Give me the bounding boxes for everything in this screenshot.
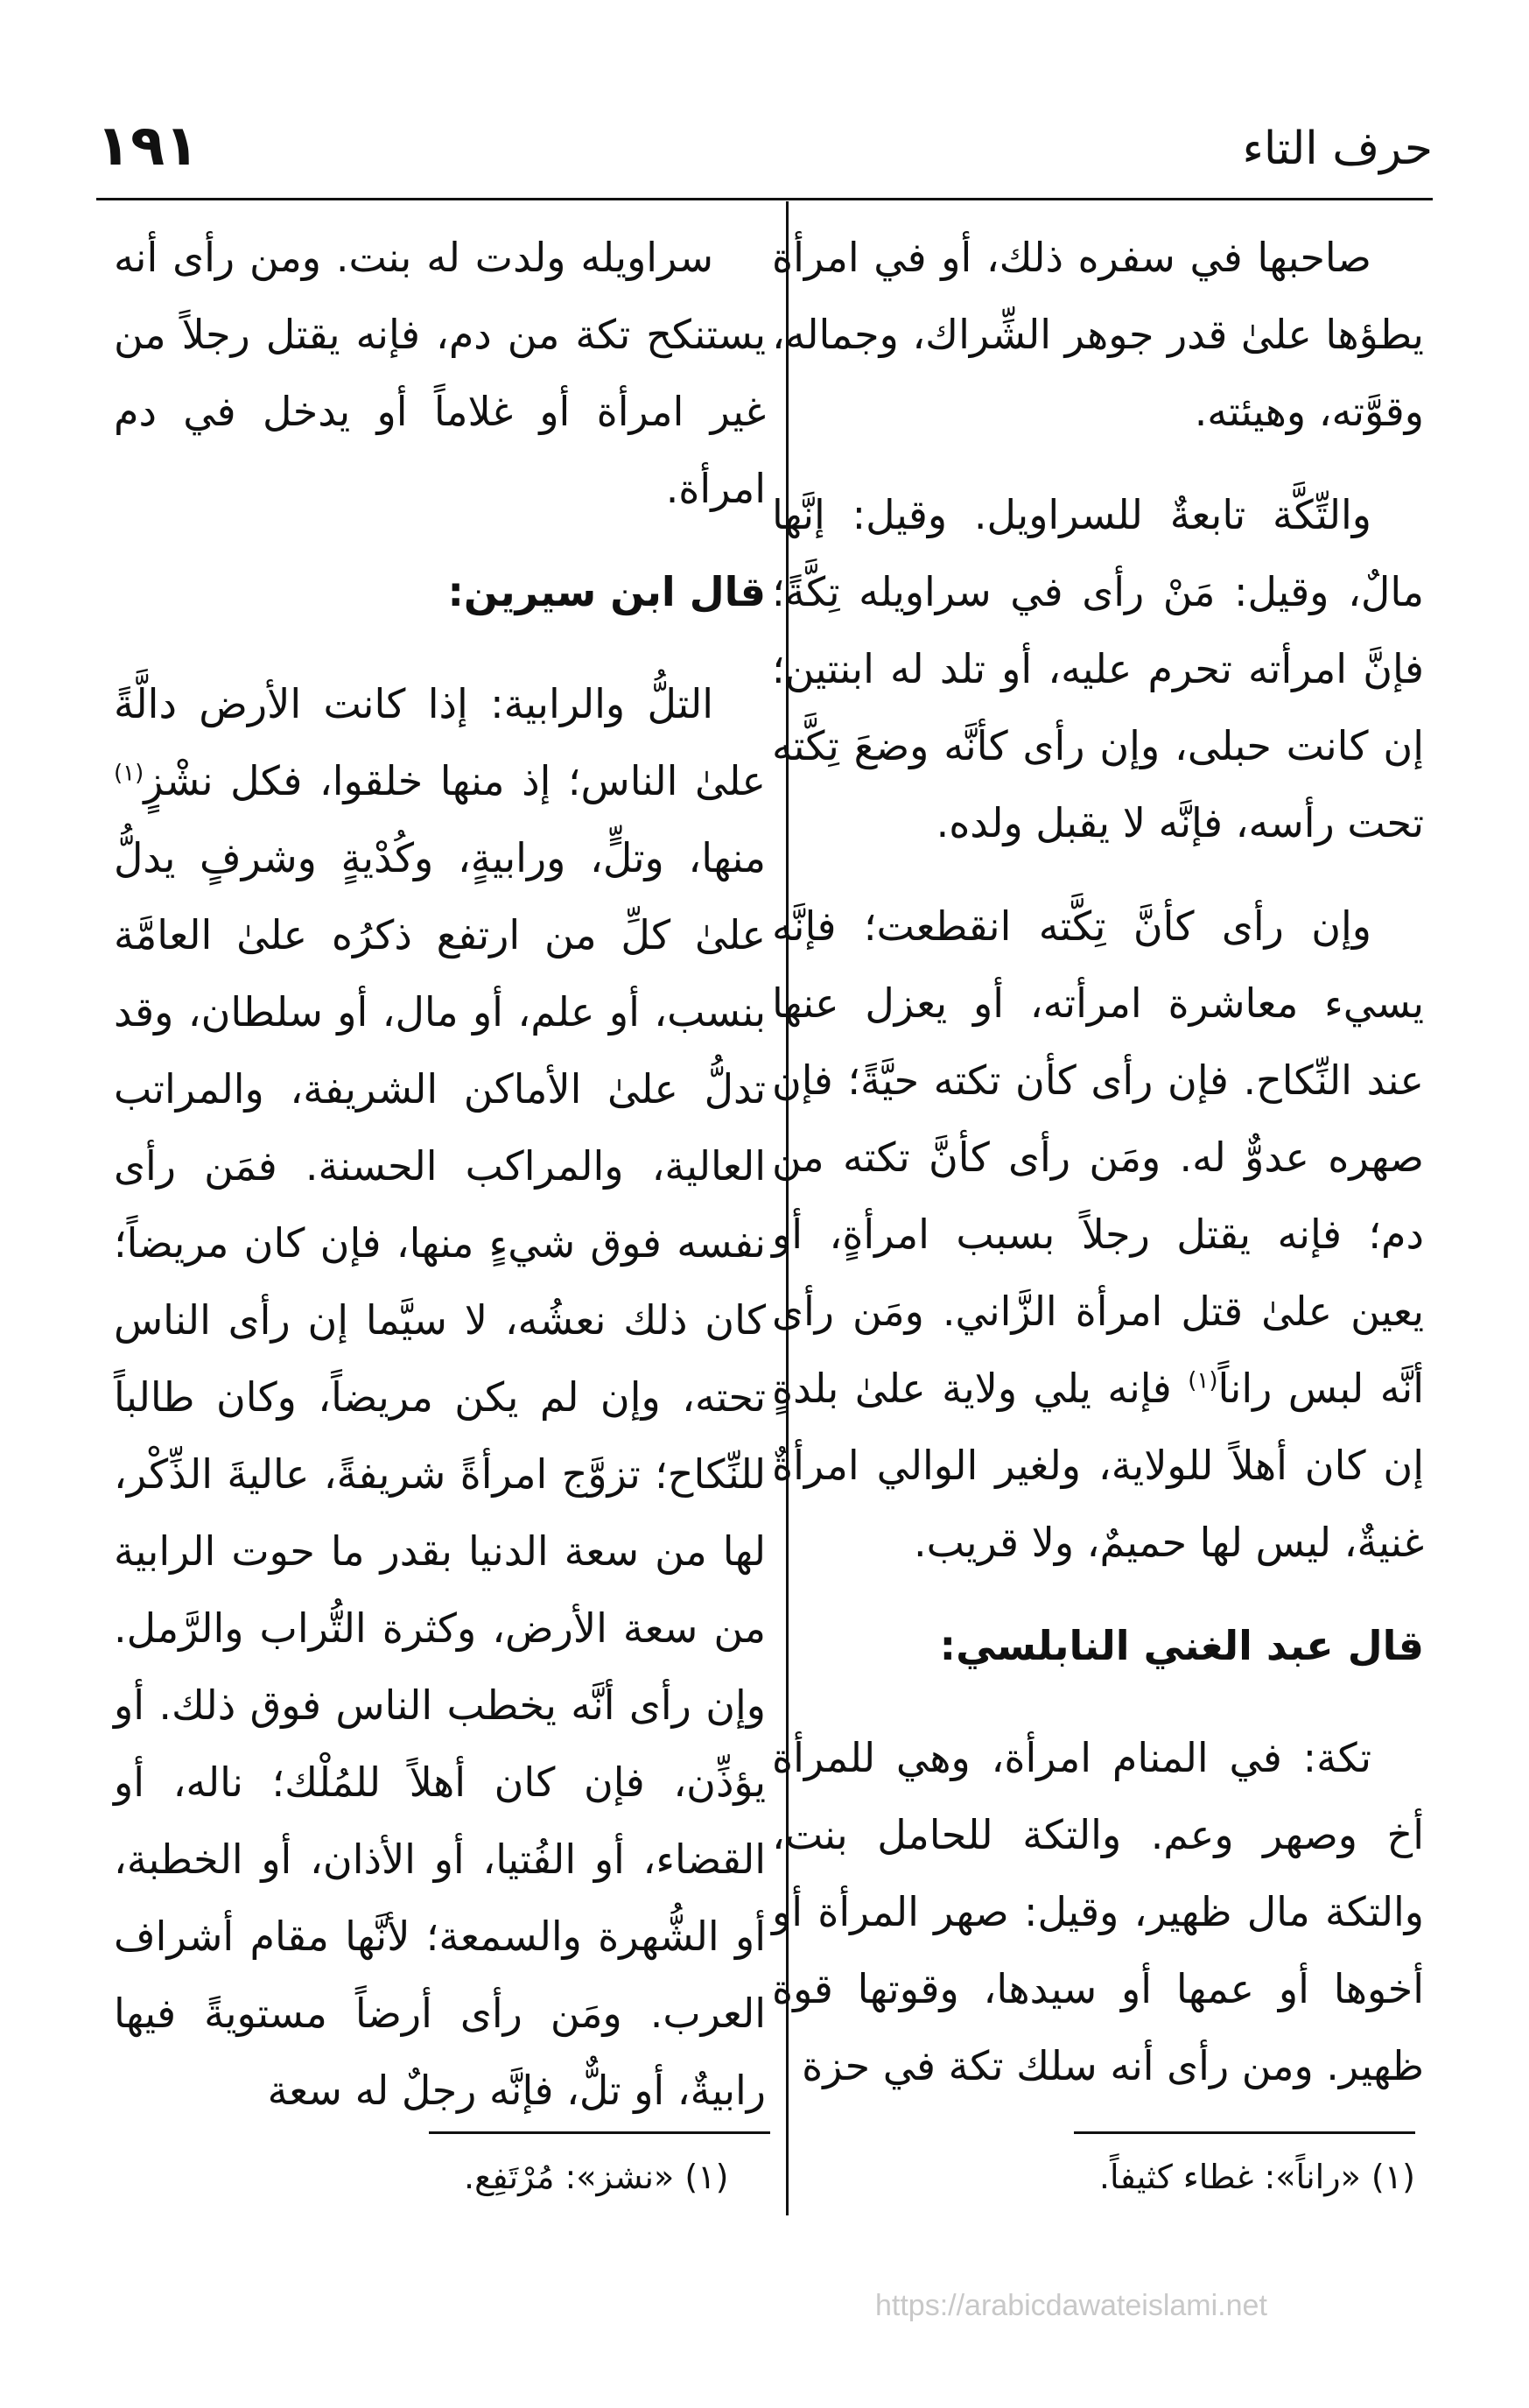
- running-head: [96, 114, 1433, 193]
- paragraph-text: فإنه يلي ولاية علىٰ بلدةٍ إن كان أهلاً للولاية، ولغير الوالي امرأةٌ غنيةٌ، ليس لها حميمٌ، ولا قريب.: [772, 1365, 1424, 1566]
- section-heading: قال ابن سيرين:: [447, 568, 766, 615]
- paragraph-text: التلُّ والرابية: إذا كانت الأرض دالَّةً علىٰ الناس؛ إذ منها خلقوا، فكل نشْزٍ: [114, 680, 766, 804]
- watermark-url: https://arabicdawateislami.net: [875, 2289, 1267, 2322]
- section-heading: قال عبد الغني النابلسي:: [939, 1622, 1424, 1669]
- paragraph: صاحبها في سفره ذلك، أو في امرأة يطؤها علىٰ قدر جوهر الشِّراك، وجماله، وقوَّته، وهيئته.: [772, 234, 1424, 435]
- footnote-marker[interactable]: (١): [114, 760, 144, 787]
- paragraph: والتِّكَّة تابعةٌ للسراويل. وقيل: إنَّها مالٌ، وقيل: مَنْ رأى في سراويله تِكَّةً؛ فإنَّ امرأته تحرم عليه، أو تلد له ابنتين؛ إن كانت حبلى، وإن رأى كأنَّه وضعَ تِكَّته تحت رأسه، فإنَّه لا يقبل ولده.: [772, 491, 1424, 846]
- paragraph: [114, 665, 766, 2129]
- footnote-divider: [1074, 2131, 1415, 2134]
- paragraph: تكة: في المنام امرأة، وهي للمرأة أخ وصهر وعم. والتكة للحامل بنت، والتكة مال ظهير، وقيل: صهر المرأة أو أخوها أو عمها أو سيدها، وقوتها قوة ظهير. ومن رأى أنه سلك تكة في حزة: [772, 1734, 1424, 2089]
- chapter-title: حرف التاء: [1242, 123, 1433, 175]
- header-divider: [96, 198, 1433, 200]
- paragraph-text: وإن رأى كأنَّ تِكَّته انقطعت؛ فإنَّه يسيء معاشرة امرأته، أو يعزل عنها عند النِّكاح. فإن رأى كأن تكته حيَّةً؛ فإن صهره عدوٌّ له. ومَن رأى كأنَّ تكته من دم؛ فإنه يقتل رجلاً بسبب امرأةٍ، أو يعين علىٰ قتل امرأة الزَّاني. ومَن رأى أنَّه لبس راناً: [772, 902, 1424, 1412]
- footnote: (١) «نشز»: مُرْتَفِع.: [464, 2158, 729, 2196]
- page-number: ١٩١: [96, 114, 200, 179]
- footnote-marker[interactable]: (١): [1188, 1367, 1218, 1394]
- paragraph: سراويله ولدت له بنت. ومن رأى أنه يستنكح تكة من دم، فإنه يقتل رجلاً من غير امرأة أو غلاماً أو يدخل في دم امرأة.: [114, 234, 766, 512]
- left-column: [114, 219, 766, 2155]
- paragraph: [772, 888, 1424, 1581]
- right-column: [772, 219, 1424, 2131]
- paragraph-text: منها، وتلٍّ، ورابيةٍ، وكُدْيةٍ وشرفٍ يدلُّ علىٰ كلِّ من ارتفع ذكرُه علىٰ العامَّة بنسب، أو علم، أو مال، أو سلطان، وقد تدلُّ علىٰ الأماكن الشريفة، والمراتب العالية، والمراكب الحسنة. فمَن رأى نفسه فوق شيءٍ منها، فإن كان مريضاً؛ كان ذلك نعشُه، لا سيَّما إن رأى الناس تحته، وإن لم يكن مريضاً، وكان طالباً للنِّكاح؛ تزوَّج امرأةً شريفةً، عاليةَ الذِّكْر، لها من سعة الدنيا بقدر ما حوت الرابية من سعة الأرض، وكثرة التُّراب والرَّمل. وإن رأى أنَّه يخطب الناس فوق ذلك. أو يؤذِّن، فإن كان أهلاً للمُلْك؛ ناله، أو القضاء، أو الفُتيا، أو الأذان، أو الخطبة، أو الشُّهرة والسمعة؛ لأنَّها مقام أشراف العرب. ومَن رأى أرضاً مستويةً فيها رابيةٌ، أو تلٌّ، فإنَّه رجلٌ له سعة: [114, 834, 766, 2114]
- footnote: (١) «راناً»: غطاء كثيفاً.: [1098, 2158, 1415, 2196]
- footnote-divider: [429, 2131, 770, 2134]
